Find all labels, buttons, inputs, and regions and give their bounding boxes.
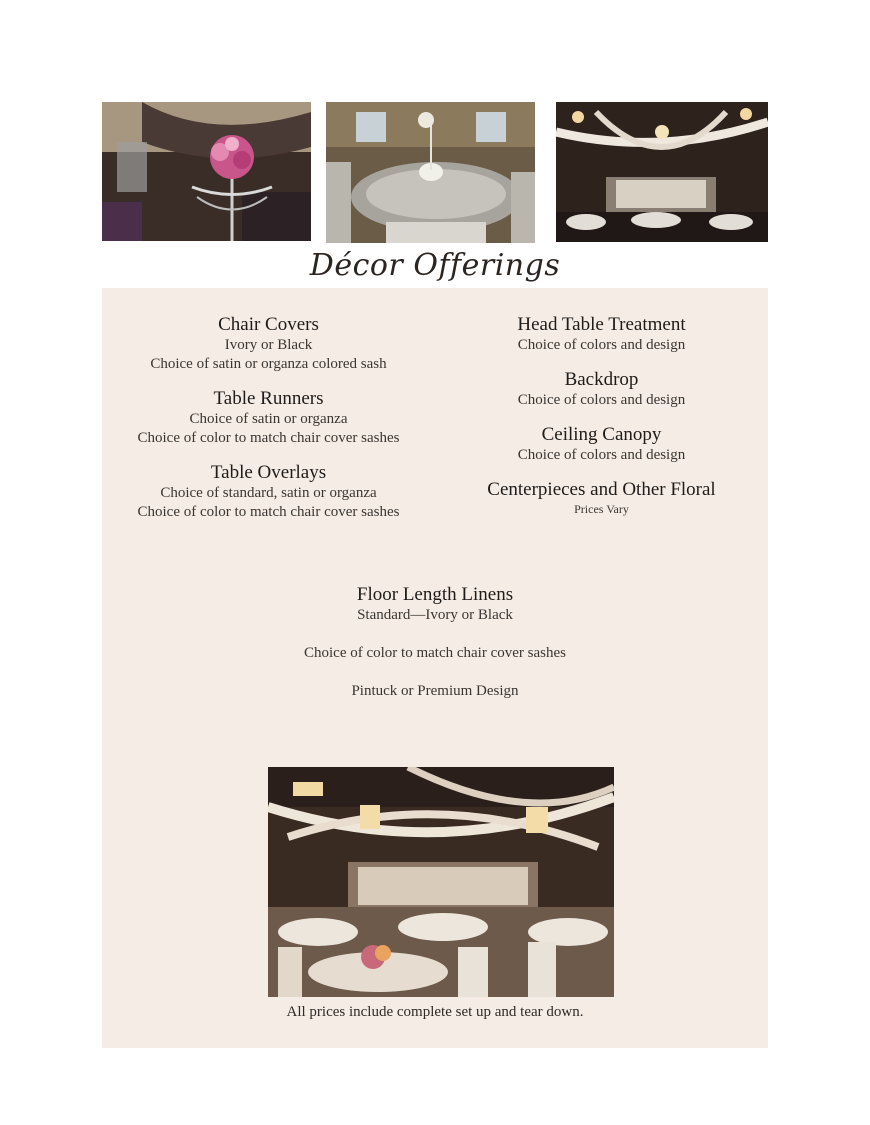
ballroom-canopy-photo <box>268 767 614 997</box>
draped-ballroom-photo <box>556 102 768 242</box>
offering-title: Ceiling Canopy <box>541 424 662 445</box>
offering-title: Table Runners <box>213 388 324 409</box>
offering-detail: Choice of color to match chair cover sashes <box>137 430 400 446</box>
offering-detail: Ivory or Black <box>224 337 313 353</box>
offering-detail: Choice of colors and design <box>517 392 686 408</box>
offering-table-overlays <box>102 462 435 522</box>
offering-title: Chair Covers <box>218 314 319 335</box>
right-column <box>435 314 768 531</box>
offering-detail: Pintuck or Premium Design <box>351 683 519 699</box>
offering-centerpieces <box>435 479 768 517</box>
offering-title: Table Overlays <box>210 462 327 483</box>
offering-ceiling-canopy <box>435 424 768 465</box>
offering-detail: Choice of satin or organza <box>189 411 348 427</box>
page-title: Décor Offerings <box>309 248 561 283</box>
candelabra-centerpiece-photo <box>102 102 311 241</box>
footer-note: All prices include complete set up and tear down. <box>286 1004 584 1020</box>
offering-title: Backdrop <box>564 369 639 390</box>
offering-detail: Choice of standard, satin or organza <box>160 485 377 501</box>
offering-detail: Choice of color to match chair cover sashes <box>304 645 566 661</box>
offering-title: Head Table Treatment <box>517 314 686 335</box>
offering-backdrop <box>435 369 768 410</box>
offering-note: Prices Vary <box>574 502 629 516</box>
offering-table-runners <box>102 388 435 448</box>
offering-detail: Choice of color to match chair cover sashes <box>137 504 400 520</box>
left-column <box>102 314 435 536</box>
offering-floor-length-linens <box>102 584 768 701</box>
offering-title: Centerpieces and Other Floral <box>487 479 716 500</box>
table-setting-photo <box>326 102 535 243</box>
offering-detail: Standard—Ivory or Black <box>357 607 513 623</box>
offering-head-table-treatment <box>435 314 768 355</box>
offering-title: Floor Length Linens <box>356 584 514 605</box>
offering-detail: Choice of colors and design <box>517 337 686 353</box>
offering-chair-covers <box>102 314 435 374</box>
offering-detail: Choice of satin or organza colored sash <box>150 356 387 372</box>
offering-detail: Choice of colors and design <box>517 447 686 463</box>
